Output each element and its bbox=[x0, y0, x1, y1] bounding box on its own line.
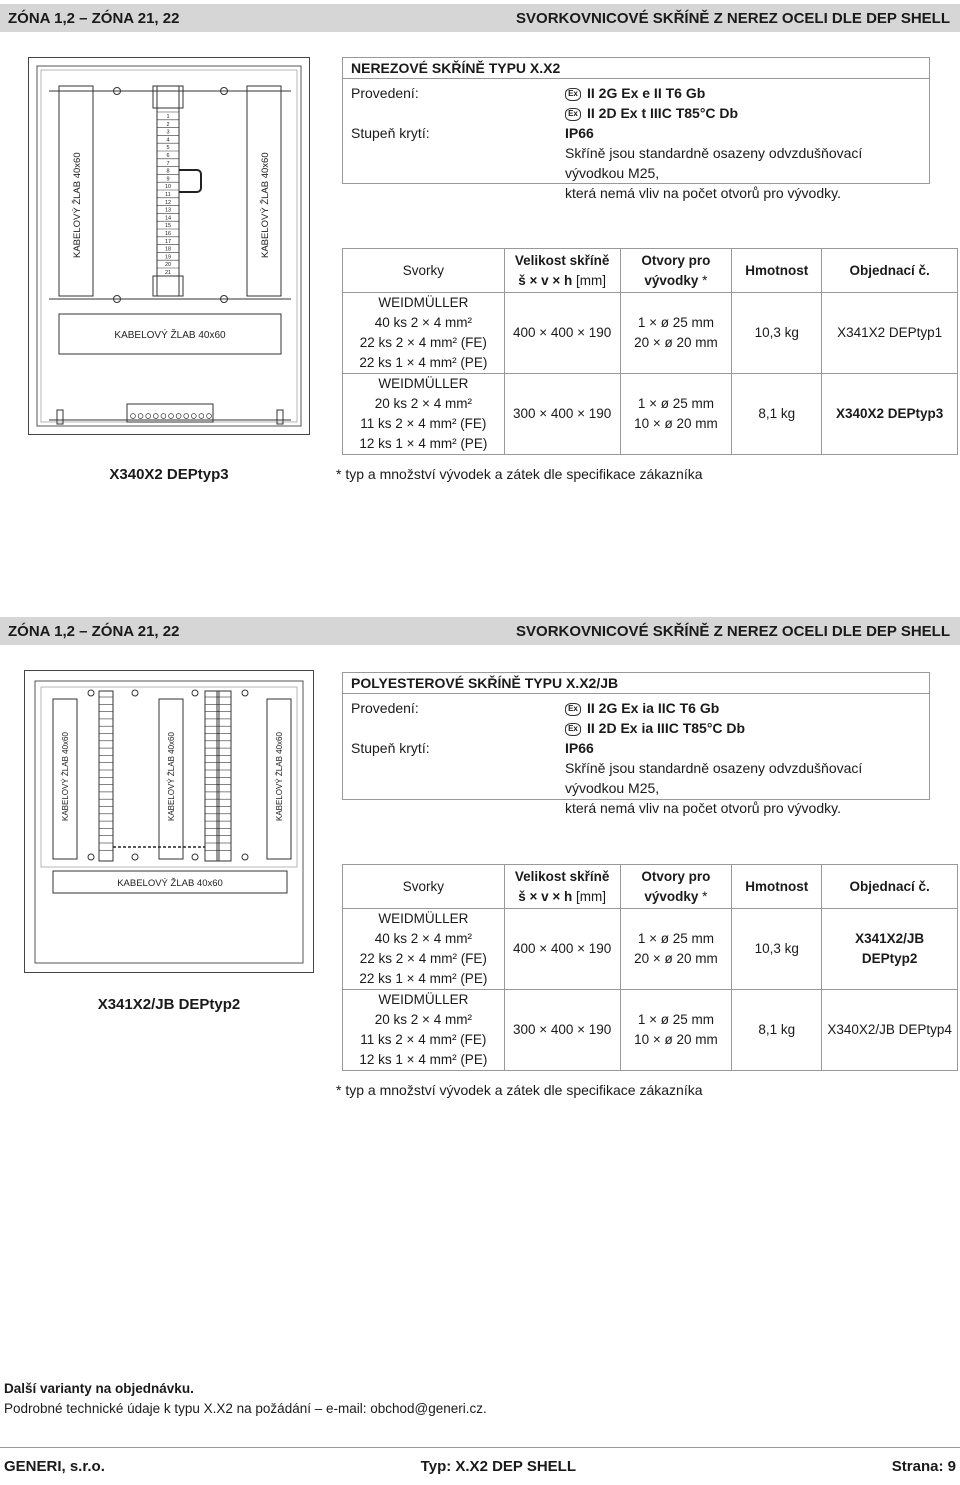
product-table-2 bbox=[342, 864, 958, 1071]
terminal-line: 40 ks 2 × 4 mm² bbox=[374, 931, 472, 946]
table-header-row bbox=[343, 865, 958, 909]
spec-note-line1: Skříně jsou standardně osazeny odvzdušňovací vývodkou M25, bbox=[565, 760, 863, 796]
col-terminals: Svorky bbox=[343, 865, 505, 909]
col-weight: Hmotnost bbox=[745, 262, 809, 278]
col-order: Objednací č. bbox=[849, 878, 930, 894]
order-number: X341X2 DEPtyp1 bbox=[822, 293, 958, 374]
terminal-number: 5 bbox=[166, 145, 170, 152]
enclosure-drawing-1 bbox=[28, 57, 310, 435]
terminal-number: 21 bbox=[164, 270, 172, 276]
trough-1-label: KABELOVÝ ŽLAB 40x60 bbox=[61, 732, 70, 821]
hole-line: 1 × ø 25 mm bbox=[637, 315, 714, 330]
weight-cell: 10,3 kg bbox=[732, 909, 822, 990]
execution-label: Provedení: bbox=[351, 700, 419, 716]
header-title: SVORKOVNICOVÉ SKŘÍNĚ Z NEREZ OCELI DLE DEP SHELL bbox=[516, 9, 950, 27]
terminal-number: 2 bbox=[166, 121, 170, 128]
terminal-line: 11 ks 2 × 4 mm² (FE) bbox=[360, 416, 487, 431]
trough-2-label: KABELOVÝ ŽLAB 40x60 bbox=[167, 732, 176, 821]
col-weight: Hmotnost bbox=[745, 878, 809, 894]
right-trough-label: KABELOVÝ ŽLAB 40x60 bbox=[260, 152, 271, 258]
cable-gland bbox=[153, 414, 158, 419]
hole-line: 1 × ø 25 mm bbox=[637, 396, 714, 411]
spec-title: NEREZOVÉ SKŘÍNĚ TYPU X.X2 bbox=[343, 60, 929, 79]
variants-note: Další varianty na objednávku. bbox=[4, 1381, 194, 1396]
cable-gland bbox=[207, 414, 212, 419]
ex-icon: Ex bbox=[565, 108, 581, 121]
terminal-number: 17 bbox=[164, 238, 172, 245]
col-holes-star: * bbox=[698, 272, 708, 288]
terminal-line: 22 ks 2 × 4 mm² (FE) bbox=[359, 951, 487, 966]
cert-gas: II 2G Ex ia IIC T6 Gb bbox=[587, 700, 720, 716]
ip-rating: IP66 bbox=[565, 125, 594, 141]
table-row bbox=[343, 374, 958, 455]
additional-notes bbox=[4, 1379, 487, 1419]
terminal-number: 8 bbox=[166, 168, 170, 175]
terminal-line: 12 ks 1 × 4 mm² (PE) bbox=[359, 1052, 488, 1067]
weight-cell: 8,1 kg bbox=[732, 374, 822, 455]
hole-line: 10 × ø 20 mm bbox=[634, 1032, 718, 1047]
protection-label: Stupeň krytí: bbox=[351, 740, 430, 756]
order-number: X341X2/JB DEPtyp2 bbox=[822, 909, 958, 990]
col-size-dims: š × v × h bbox=[518, 272, 573, 288]
spec-note-line1: Skříně jsou standardně osazeny odvzdušňovací vývodkou M25, bbox=[565, 145, 863, 181]
weight-cell: 10,3 kg bbox=[732, 293, 822, 374]
size-cell: 300 × 400 × 190 bbox=[504, 990, 620, 1071]
cable-gland bbox=[146, 414, 151, 419]
enclosure-drawing-2 bbox=[24, 670, 314, 973]
ip-rating: IP66 bbox=[565, 740, 594, 756]
col-holes-title: Otvory pro bbox=[641, 252, 711, 268]
contact-note: Podrobné technické údaje k typu X.X2 na požádání – e-mail: obchod@generi.cz. bbox=[4, 1401, 487, 1416]
cable-gland bbox=[191, 414, 196, 419]
ex-icon: Ex bbox=[565, 723, 581, 736]
cable-gland bbox=[169, 414, 174, 419]
hole-line: 20 × ø 20 mm bbox=[634, 335, 718, 350]
table-header-row bbox=[343, 249, 958, 293]
terminal-number: 20 bbox=[164, 262, 172, 269]
terminal-line: 22 ks 1 × 4 mm² (PE) bbox=[359, 971, 488, 986]
size-cell: 400 × 400 × 190 bbox=[504, 293, 620, 374]
terminal-number: 1 bbox=[166, 114, 170, 120]
enclosure-caption-2: X341X2/JB DEPtyp2 bbox=[97, 996, 241, 1013]
terminal-number: 16 bbox=[164, 231, 172, 237]
terminal-line: 22 ks 1 × 4 mm² (PE) bbox=[359, 355, 488, 370]
header-title: SVORKOVNICOVÉ SKŘÍNĚ Z NEREZ OCELI DLE DEP SHELL bbox=[516, 622, 950, 640]
terminal-brand: WEIDMÜLLER bbox=[378, 295, 469, 310]
hole-line: 1 × ø 25 mm bbox=[637, 1012, 714, 1027]
enclosure-caption-1: X340X2 DEPtyp3 bbox=[109, 466, 229, 483]
protection-label: Stupeň krytí: bbox=[351, 125, 430, 141]
terminal-brand: WEIDMÜLLER bbox=[378, 911, 469, 926]
polyester-enclosure-diagram bbox=[25, 671, 313, 972]
weight-cell: 8,1 kg bbox=[732, 990, 822, 1071]
terminal-number: 7 bbox=[166, 160, 170, 167]
cable-gland bbox=[161, 414, 166, 419]
ex-icon: Ex bbox=[565, 88, 581, 101]
terminal-number: 13 bbox=[164, 207, 172, 214]
page-footer bbox=[0, 1447, 960, 1485]
order-number: X340X2 DEPtyp3 bbox=[822, 374, 958, 455]
table-row bbox=[343, 909, 958, 990]
terminal-number: 14 bbox=[164, 215, 172, 222]
terminal-number: 6 bbox=[166, 153, 170, 159]
terminal-number: 19 bbox=[164, 254, 172, 261]
col-size-unit: [mm] bbox=[572, 888, 607, 904]
order-number: X340X2/JB DEPtyp4 bbox=[822, 990, 958, 1071]
stainless-enclosure-diagram bbox=[29, 58, 309, 434]
col-size-unit: [mm] bbox=[572, 272, 607, 288]
execution-label: Provedení: bbox=[351, 85, 419, 101]
col-holes-title: Otvory pro bbox=[641, 868, 711, 884]
page-number: Strana: 9 bbox=[891, 1458, 956, 1475]
trough-3-label: KABELOVÝ ŽLAB 40x60 bbox=[275, 732, 284, 821]
terminal-number: 15 bbox=[164, 223, 172, 230]
bottom-trough-label: KABELOVÝ ŽLAB 40x60 bbox=[117, 878, 223, 889]
col-holes-sub: vývodky bbox=[644, 888, 699, 904]
cable-gland bbox=[131, 414, 136, 419]
cert-gas: II 2G Ex e II T6 Gb bbox=[587, 85, 706, 101]
col-order: Objednací č. bbox=[849, 262, 930, 278]
cable-gland bbox=[199, 414, 204, 419]
cable-gland bbox=[176, 414, 181, 419]
terminal-line: 20 ks 2 × 4 mm² bbox=[374, 396, 472, 411]
col-holes-star: * bbox=[698, 888, 708, 904]
col-size-title: Velikost skříně bbox=[514, 252, 610, 268]
ex-icon: Ex bbox=[565, 703, 581, 716]
spec-box-1 bbox=[342, 57, 930, 201]
footnote-1: * typ a množství vývodek a zátek dle specifikace zákazníka bbox=[336, 466, 703, 482]
col-size-title: Velikost skříně bbox=[514, 868, 610, 884]
product-table-1 bbox=[342, 248, 958, 455]
cable-gland bbox=[184, 414, 189, 419]
spec-box-2 bbox=[342, 672, 930, 816]
product-type: Typ: X.X2 DEP SHELL bbox=[420, 1458, 576, 1475]
zone-label: ZÓNA 1,2 – ZÓNA 21, 22 bbox=[8, 622, 180, 640]
spec-title: POLYESTEROVÉ SKŘÍNĚ TYPU X.X2/JB bbox=[343, 675, 929, 694]
terminal-line: 11 ks 2 × 4 mm² (FE) bbox=[360, 1032, 487, 1047]
footnote-2: * typ a množství vývodek a zátek dle specifikace zákazníka bbox=[336, 1082, 703, 1098]
terminal-number: 12 bbox=[164, 199, 172, 206]
table-row bbox=[343, 293, 958, 374]
spec-note-line2: která nemá vliv na počet otvorů pro vývodky. bbox=[565, 185, 841, 201]
size-cell: 300 × 400 × 190 bbox=[504, 374, 620, 455]
terminal-line: 22 ks 2 × 4 mm² (FE) bbox=[359, 335, 487, 350]
section-header bbox=[0, 617, 960, 645]
zone-label: ZÓNA 1,2 – ZÓNA 21, 22 bbox=[8, 9, 180, 27]
terminal-number: 3 bbox=[166, 129, 170, 136]
col-holes-sub: vývodky bbox=[644, 272, 699, 288]
company-name: GENERI, s.r.o. bbox=[4, 1458, 105, 1475]
terminal-line: 12 ks 1 × 4 mm² (PE) bbox=[359, 436, 488, 451]
table-row bbox=[343, 990, 958, 1071]
terminal-number: 11 bbox=[165, 192, 171, 198]
terminal-brand: WEIDMÜLLER bbox=[378, 376, 469, 391]
col-size-dims: š × v × h bbox=[518, 888, 573, 904]
cert-dust: II 2D Ex ia IIIC T85°C Db bbox=[587, 720, 746, 736]
hole-line: 20 × ø 20 mm bbox=[634, 951, 718, 966]
hole-line: 1 × ø 25 mm bbox=[637, 931, 714, 946]
hole-line: 10 × ø 20 mm bbox=[634, 416, 718, 431]
cable-gland bbox=[138, 414, 143, 419]
terminal-number: 4 bbox=[166, 137, 170, 144]
terminal-number: 10 bbox=[164, 184, 172, 191]
spec-note-line2: která nemá vliv na počet otvorů pro vývodky. bbox=[565, 800, 841, 816]
terminal-line: 40 ks 2 × 4 mm² bbox=[374, 315, 472, 330]
terminal-brand: WEIDMÜLLER bbox=[378, 992, 469, 1007]
col-terminals: Svorky bbox=[343, 249, 505, 293]
size-cell: 400 × 400 × 190 bbox=[504, 909, 620, 990]
cert-dust: II 2D Ex t IIIC T85°C Db bbox=[587, 105, 739, 121]
terminal-line: 20 ks 2 × 4 mm² bbox=[374, 1012, 472, 1027]
left-trough-label: KABELOVÝ ŽLAB 40x60 bbox=[72, 152, 83, 258]
terminal-number: 9 bbox=[166, 176, 170, 183]
terminal-number: 18 bbox=[164, 246, 172, 253]
bottom-trough-label: KABELOVÝ ŽLAB 40x60 bbox=[114, 330, 226, 341]
section-header bbox=[0, 4, 960, 32]
